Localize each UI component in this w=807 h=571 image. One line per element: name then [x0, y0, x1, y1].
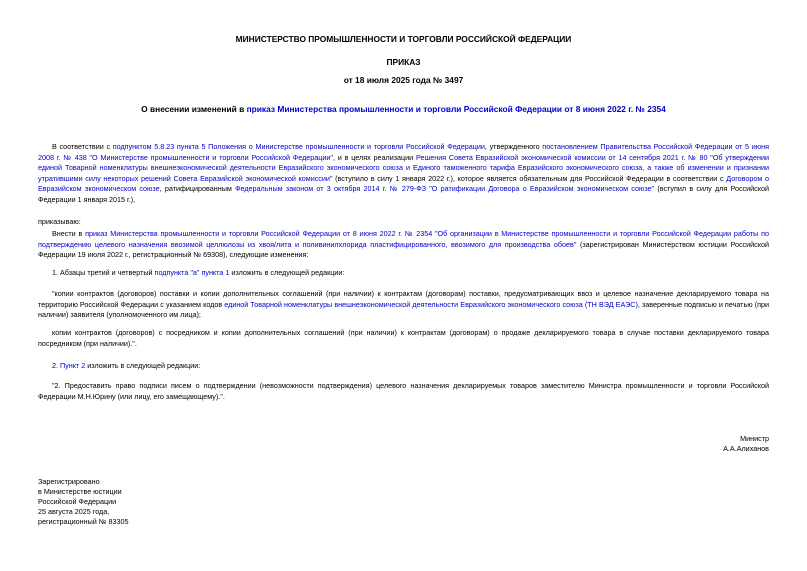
new-clause-2-paragraph: "2. Предоставить право подписи писем о подтверждении (невозможности подтверждения) целевого назначения декларируемых товаров заместителю Министра промышленности и торговли Российской Федерации М.Н.Юрину (или лицу, его замещающему).". [38, 381, 769, 401]
amended-order-link[interactable]: приказ Министерства промышленности и торговли Российской Федерации от 8 июня 2022 г. № 2354 "Об организации в Министерстве промышленности и торговли Российской Федерации работы по подтверждению целевого назначения ввозимой целлюлозы из хвоя/лита и поливинилхлорида пластифицированного, ввозимого для производства обоев" [38, 229, 769, 249]
ministry-heading: МИНИСТЕРСТВО ПРОМЫШЛЕННОСТИ И ТОРГОВЛИ РОССИЙСКОЙ ФЕДЕРАЦИИ [235, 34, 572, 44]
federal-law-link[interactable]: Федеральным законом от 3 октября 2014 г. № 279-ФЗ "О ратификации Договора о Евразийском экономическом союзе" [235, 184, 655, 193]
item-2-paragraph [38, 361, 769, 372]
preamble-text-5: , ратифицированным [159, 184, 236, 193]
preamble-text-4: (вступило в силу 1 января 2022 г.), которое является обязательным для Российской Федерации в соответствии с [332, 173, 727, 183]
amendment-text-1: Внести в [52, 229, 86, 238]
tn-ved-link[interactable]: единой Товарной номенклатуры внешнеэкономической деятельности Евразийского экономического союза (ТН ВЭД ЕАЭС) [224, 299, 638, 309]
signature-position: Министр [740, 434, 769, 443]
government-resolution-link[interactable]: постановлением Правительства Российской Федерации от 5 июня 2008 г. № 438 "О Министерстве промышленности и торговли Российской Федерации" [38, 142, 770, 162]
amendment-text-2: (зарегистрирован Министерством юстиции Российской Федерации 19 июля 2022 г., регистрационный № 69308), следующие изменения: [38, 239, 769, 259]
item-1-text-1: 1. Абзацы третий и четвертый [52, 268, 155, 277]
preamble-text-2: , утвержденного [484, 142, 543, 151]
eec-decision-link[interactable]: Решения Совета Евразийской экономической комиссии от 14 сентября 2021 г. № 80 "Об утверждении единой Товарной номенклатуры внешнеэкономической деятельности Евразийского экономического союза и Единого таможенного тарифа Евразийского экономического союза, а также об изменении и признании утратившими силу некоторых решений Совета Евразийской экономической комиссии" [38, 152, 769, 183]
doc-type-heading: ПРИКАЗ [386, 57, 421, 67]
title-prefix: О внесении изменений в [141, 104, 247, 114]
eaeu-treaty-link[interactable]: Договором о Евразийском экономическом союзе [38, 173, 770, 193]
new-text-paragraph-1 [38, 289, 769, 321]
title-order-link[interactable]: приказ Министерства промышленности и торговли Российской Федерации от 8 июня 2022 г. № 2354 [246, 104, 666, 114]
preamble-text-1: В соответствии с [52, 142, 113, 151]
regulation-subclause-link[interactable]: подпунктом 5.8.23 пункта 5 Положения о Министерстве промышленности и торговли Российской Федерации [112, 142, 485, 151]
amendment-intro-paragraph [38, 229, 769, 261]
item-2-text-2: изложить в следующей редакции: [85, 361, 201, 370]
registration-number: регистрационный № 83305 [38, 517, 129, 526]
date-number-heading: от 18 июля 2025 года № 3497 [343, 75, 464, 85]
registration-date: 25 августа 2025 года, [38, 507, 110, 516]
preamble-text-6: (вступил в силу для Российской Федерации 1 января 2015 г.), [38, 184, 770, 204]
registration-line-1: Зарегистрировано [38, 477, 100, 486]
preamble-paragraph [38, 142, 769, 205]
clause-2-link[interactable]: Пункт 2 [60, 361, 86, 370]
signature-name: А.А.Алиханов [723, 444, 769, 453]
item-1-paragraph [38, 268, 769, 279]
new-text-paragraph-2: копии контрактов (договоров) с посредником и копии дополнительных соглашений (при наличии) к контрактам (договорам) о продаже декларируемого товара в случае поставки декларируемого товара посредником (при наличии).". [38, 328, 769, 348]
subclause-a-link[interactable]: подпункта "а" пункта 1 [154, 268, 230, 277]
registration-line-3: Российской Федерации [38, 497, 117, 506]
order-word: приказываю: [38, 217, 81, 226]
document-title [0, 104, 807, 115]
preamble-text-3: , и в целях реализации [332, 152, 416, 162]
item-2-text-1: 2. [52, 361, 60, 370]
new-text-1b: , заверенные подписью и печатью (при наличии) заявителя (уполномоченного им лица); [38, 299, 769, 319]
item-1-text-2: изложить в следующей редакции: [229, 268, 345, 277]
new-text-1a: "копии контрактов (договоров) поставки и копии дополнительных соглашений (при наличии) к контрактам (договорам) поставки, предусматривающих ввоз и целевое назначение декларируемого товара на территорию Российской Федерации с указанием кодов [38, 289, 769, 309]
registration-line-2: в Министерстве юстиции [38, 487, 122, 496]
